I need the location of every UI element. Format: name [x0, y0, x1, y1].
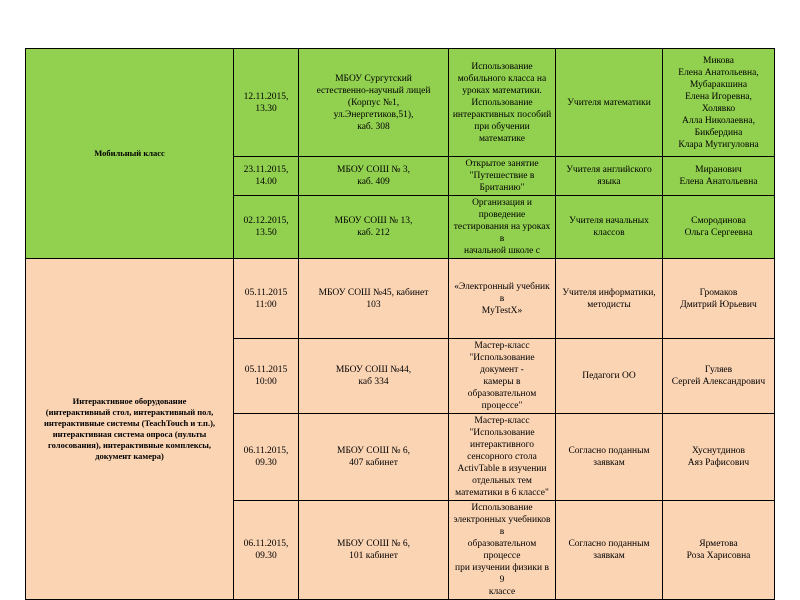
topic-cell: Использование электронных учебников в образовательном процессе при изучении физики в 9 классе	[449, 501, 556, 600]
topic-cell: Использование мобильного класса на уроках математики. Использование интерактивных пособий при обучении математике	[449, 49, 556, 157]
audience-cell: Учителя начальных классов	[556, 196, 663, 259]
place-cell: МБОУ СОШ № 3, каб. 409	[299, 157, 449, 196]
place-cell: МБОУ СОШ №44, каб 334	[299, 339, 449, 414]
place-cell: МБОУ СОШ № 6, 101 кабинет	[299, 501, 449, 600]
presenters-cell: Миранович Елена Анатольевна	[663, 157, 775, 196]
date-cell: 02.12.2015, 13.50	[234, 196, 299, 259]
presenters-cell: Гуляев Сергей Александрович	[663, 339, 775, 414]
date-cell: 05.11.2015 10:00	[234, 339, 299, 414]
topic-cell: «Электронный учебник в MyTestX»	[449, 259, 556, 339]
audience-cell: Учителя информатики, методисты	[556, 259, 663, 339]
table-row	[26, 49, 775, 157]
audience-cell: Педагоги ОО	[556, 339, 663, 414]
presenters-cell: Микова Елена Анатольевна, Мубаракшина Елена Игоревна, Холявко Алла Николаевна, Бикбердина Клара Мутигуловна	[663, 49, 775, 157]
date-cell: 06.11.2015, 09.30	[234, 501, 299, 600]
category-cell: Интерактивное оборудование (интерактивный стол, интерактивный пол, интерактивные системы (TeachTouch и т.п.), интерактивная система опроса (пульты голосования), интерактивные комплексы, документ камера)	[26, 259, 234, 600]
audience-cell: Учителя математики	[556, 49, 663, 157]
presenters-cell: Громаков Дмитрий Юрьевич	[663, 259, 775, 339]
presenters-cell: Смородинова Ольга Сергеевна	[663, 196, 775, 259]
topic-cell: Организация и проведение тестирования на уроках в начальной школе с	[449, 196, 556, 259]
topic-cell: Мастер-класс "Использование документ - камеры в образовательном процессе"	[449, 339, 556, 414]
date-cell: 23.11.2015, 14.00	[234, 157, 299, 196]
place-cell: МБОУ СОШ № 6, 407 кабинет	[299, 414, 449, 501]
topic-cell: Мастер-класс "Использование интерактивного сенсорного стола ActivTable в изучении отдельных тем математики в 6 классе"	[449, 414, 556, 501]
category-cell: Мобильный класс	[26, 49, 234, 259]
date-cell: 06.11.2015, 09.30	[234, 414, 299, 501]
date-cell: 12.11.2015, 13.30	[234, 49, 299, 157]
schedule-table	[25, 48, 775, 600]
place-cell: МБОУ СОШ № 13, каб. 212	[299, 196, 449, 259]
presenters-cell: Хуснутдинов Аяз Рафисович	[663, 414, 775, 501]
date-cell: 05.11.2015 11:00	[234, 259, 299, 339]
table-row	[26, 259, 775, 339]
place-cell: МБОУ СОШ №45, кабинет 103	[299, 259, 449, 339]
audience-cell: Согласно поданным заявкам	[556, 501, 663, 600]
audience-cell: Согласно поданным заявкам	[556, 414, 663, 501]
presenters-cell: Ярметова Роза Харисовна	[663, 501, 775, 600]
topic-cell: Открытое занятие "Путешествие в Британию"	[449, 157, 556, 196]
place-cell: МБОУ Сургутский естественно-научный лицей (Корпус №1, ул.Энергетиков,51), каб. 308	[299, 49, 449, 157]
audience-cell: Учителя английского языка	[556, 157, 663, 196]
